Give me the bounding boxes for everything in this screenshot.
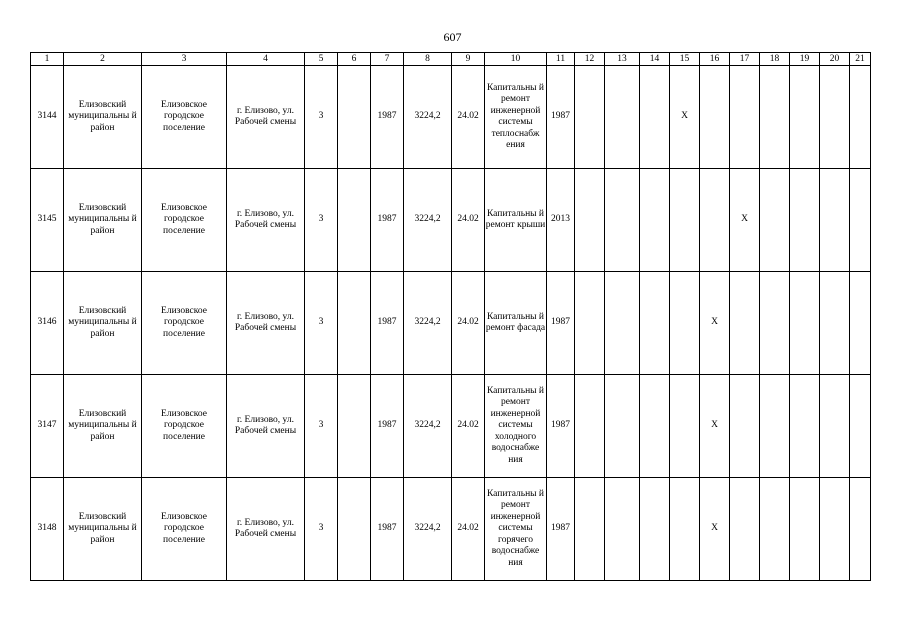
col20-cell xyxy=(820,66,850,169)
planned-year-cell: 1987 xyxy=(547,375,575,478)
page-number: 607 xyxy=(443,30,462,44)
table-row xyxy=(31,478,871,581)
col13-cell xyxy=(605,66,640,169)
column-number-header: 1 xyxy=(31,53,64,66)
col6-cell xyxy=(338,272,371,375)
column-number-header: 3 xyxy=(142,53,227,66)
row-number-cell: 3144 xyxy=(31,66,64,169)
col21-cell xyxy=(850,272,871,375)
col16-cell xyxy=(700,169,730,272)
area-cell: 3224,2 xyxy=(404,478,452,581)
col13-cell xyxy=(605,169,640,272)
col21-cell xyxy=(850,66,871,169)
col19-cell xyxy=(790,478,820,581)
col9-cell: 24.02 xyxy=(452,478,485,581)
year-cell: 1987 xyxy=(371,478,404,581)
col13-cell xyxy=(605,478,640,581)
col6-cell xyxy=(338,66,371,169)
col15-cell xyxy=(670,169,700,272)
column-number-header: 10 xyxy=(485,53,547,66)
col9-cell: 24.02 xyxy=(452,375,485,478)
col15-cell xyxy=(670,478,700,581)
col21-cell xyxy=(850,375,871,478)
work-type-cell: Капитальны й ремонт крыши xyxy=(485,169,547,272)
col5-cell: 3 xyxy=(305,375,338,478)
row-number-cell: 3145 xyxy=(31,169,64,272)
column-number-header: 9 xyxy=(452,53,485,66)
col12-cell xyxy=(575,375,605,478)
col20-cell xyxy=(820,478,850,581)
column-number-header: 17 xyxy=(730,53,760,66)
col5-cell: 3 xyxy=(305,66,338,169)
address-cell: г. Елизово, ул. Рабочей смены xyxy=(227,169,305,272)
col18-cell xyxy=(760,375,790,478)
col15-cell xyxy=(670,375,700,478)
col18-cell xyxy=(760,66,790,169)
row-number-cell: 3148 xyxy=(31,478,64,581)
row-number-cell: 3147 xyxy=(31,375,64,478)
col18-cell xyxy=(760,169,790,272)
col17-cell: X xyxy=(730,169,760,272)
area-cell: 3224,2 xyxy=(404,66,452,169)
col20-cell xyxy=(820,375,850,478)
col18-cell xyxy=(760,272,790,375)
col9-cell: 24.02 xyxy=(452,272,485,375)
col14-cell xyxy=(640,272,670,375)
column-number-header: 7 xyxy=(371,53,404,66)
col17-cell xyxy=(730,66,760,169)
column-number-header: 19 xyxy=(790,53,820,66)
col6-cell xyxy=(338,169,371,272)
col19-cell xyxy=(790,272,820,375)
repair-schedule-table xyxy=(30,52,871,581)
col16-cell: X xyxy=(700,272,730,375)
area-cell: 3224,2 xyxy=(404,272,452,375)
col6-cell xyxy=(338,375,371,478)
col18-cell xyxy=(760,478,790,581)
column-number-header: 5 xyxy=(305,53,338,66)
table-row xyxy=(31,66,871,169)
col9-cell: 24.02 xyxy=(452,66,485,169)
year-cell: 1987 xyxy=(371,66,404,169)
col12-cell xyxy=(575,478,605,581)
col12-cell xyxy=(575,272,605,375)
row-number-cell: 3146 xyxy=(31,272,64,375)
col16-cell: X xyxy=(700,478,730,581)
work-type-cell: Капитальны й ремонт инженерной системы холодного водоснабже ния xyxy=(485,375,547,478)
work-type-cell: Капитальны й ремонт фасада xyxy=(485,272,547,375)
col14-cell xyxy=(640,66,670,169)
column-number-header: 18 xyxy=(760,53,790,66)
col5-cell: 3 xyxy=(305,272,338,375)
col21-cell xyxy=(850,169,871,272)
col13-cell xyxy=(605,272,640,375)
col12-cell xyxy=(575,66,605,169)
column-number-header: 21 xyxy=(850,53,871,66)
work-type-cell: Капитальны й ремонт инженерной системы теплоснабж ения xyxy=(485,66,547,169)
address-cell: г. Елизово, ул. Рабочей смены xyxy=(227,66,305,169)
column-number-header: 4 xyxy=(227,53,305,66)
district-cell: Елизовский муниципальны й район xyxy=(64,375,142,478)
district-cell: Елизовский муниципальны й район xyxy=(64,169,142,272)
col12-cell xyxy=(575,169,605,272)
address-cell: г. Елизово, ул. Рабочей смены xyxy=(227,272,305,375)
col19-cell xyxy=(790,169,820,272)
address-cell: г. Елизово, ул. Рабочей смены xyxy=(227,478,305,581)
col20-cell xyxy=(820,169,850,272)
address-cell: г. Елизово, ул. Рабочей смены xyxy=(227,375,305,478)
year-cell: 1987 xyxy=(371,375,404,478)
district-cell: Елизовский муниципальны й район xyxy=(64,66,142,169)
column-number-header: 20 xyxy=(820,53,850,66)
district-cell: Елизовский муниципальны й район xyxy=(64,272,142,375)
planned-year-cell: 1987 xyxy=(547,478,575,581)
planned-year-cell: 1987 xyxy=(547,66,575,169)
planned-year-cell: 1987 xyxy=(547,272,575,375)
col5-cell: 3 xyxy=(305,478,338,581)
col19-cell xyxy=(790,66,820,169)
work-type-cell: Капитальны й ремонт инженерной системы горячего водоснабже ния xyxy=(485,478,547,581)
col21-cell xyxy=(850,478,871,581)
col14-cell xyxy=(640,375,670,478)
column-number-header: 11 xyxy=(547,53,575,66)
col15-cell xyxy=(670,272,700,375)
col13-cell xyxy=(605,375,640,478)
col19-cell xyxy=(790,375,820,478)
settlement-cell: Елизовское городское поселение xyxy=(142,169,227,272)
settlement-cell: Елизовское городское поселение xyxy=(142,272,227,375)
column-number-header: 6 xyxy=(338,53,371,66)
planned-year-cell: 2013 xyxy=(547,169,575,272)
col5-cell: 3 xyxy=(305,169,338,272)
column-number-header: 16 xyxy=(700,53,730,66)
col17-cell xyxy=(730,375,760,478)
col9-cell: 24.02 xyxy=(452,169,485,272)
table-row xyxy=(31,375,871,478)
table-row xyxy=(31,169,871,272)
column-number-header: 13 xyxy=(605,53,640,66)
column-number-header-row xyxy=(31,53,871,66)
area-cell: 3224,2 xyxy=(404,169,452,272)
table-row xyxy=(31,272,871,375)
column-number-header: 8 xyxy=(404,53,452,66)
year-cell: 1987 xyxy=(371,169,404,272)
column-number-header: 12 xyxy=(575,53,605,66)
col14-cell xyxy=(640,169,670,272)
col20-cell xyxy=(820,272,850,375)
settlement-cell: Елизовское городское поселение xyxy=(142,66,227,169)
col6-cell xyxy=(338,478,371,581)
column-number-header: 15 xyxy=(670,53,700,66)
district-cell: Елизовский муниципальны й район xyxy=(64,478,142,581)
col17-cell xyxy=(730,272,760,375)
col17-cell xyxy=(730,478,760,581)
settlement-cell: Елизовское городское поселение xyxy=(142,375,227,478)
col16-cell xyxy=(700,66,730,169)
col14-cell xyxy=(640,478,670,581)
column-number-header: 2 xyxy=(64,53,142,66)
col15-cell: X xyxy=(670,66,700,169)
settlement-cell: Елизовское городское поселение xyxy=(142,478,227,581)
col16-cell: X xyxy=(700,375,730,478)
area-cell: 3224,2 xyxy=(404,375,452,478)
column-number-header: 14 xyxy=(640,53,670,66)
year-cell: 1987 xyxy=(371,272,404,375)
